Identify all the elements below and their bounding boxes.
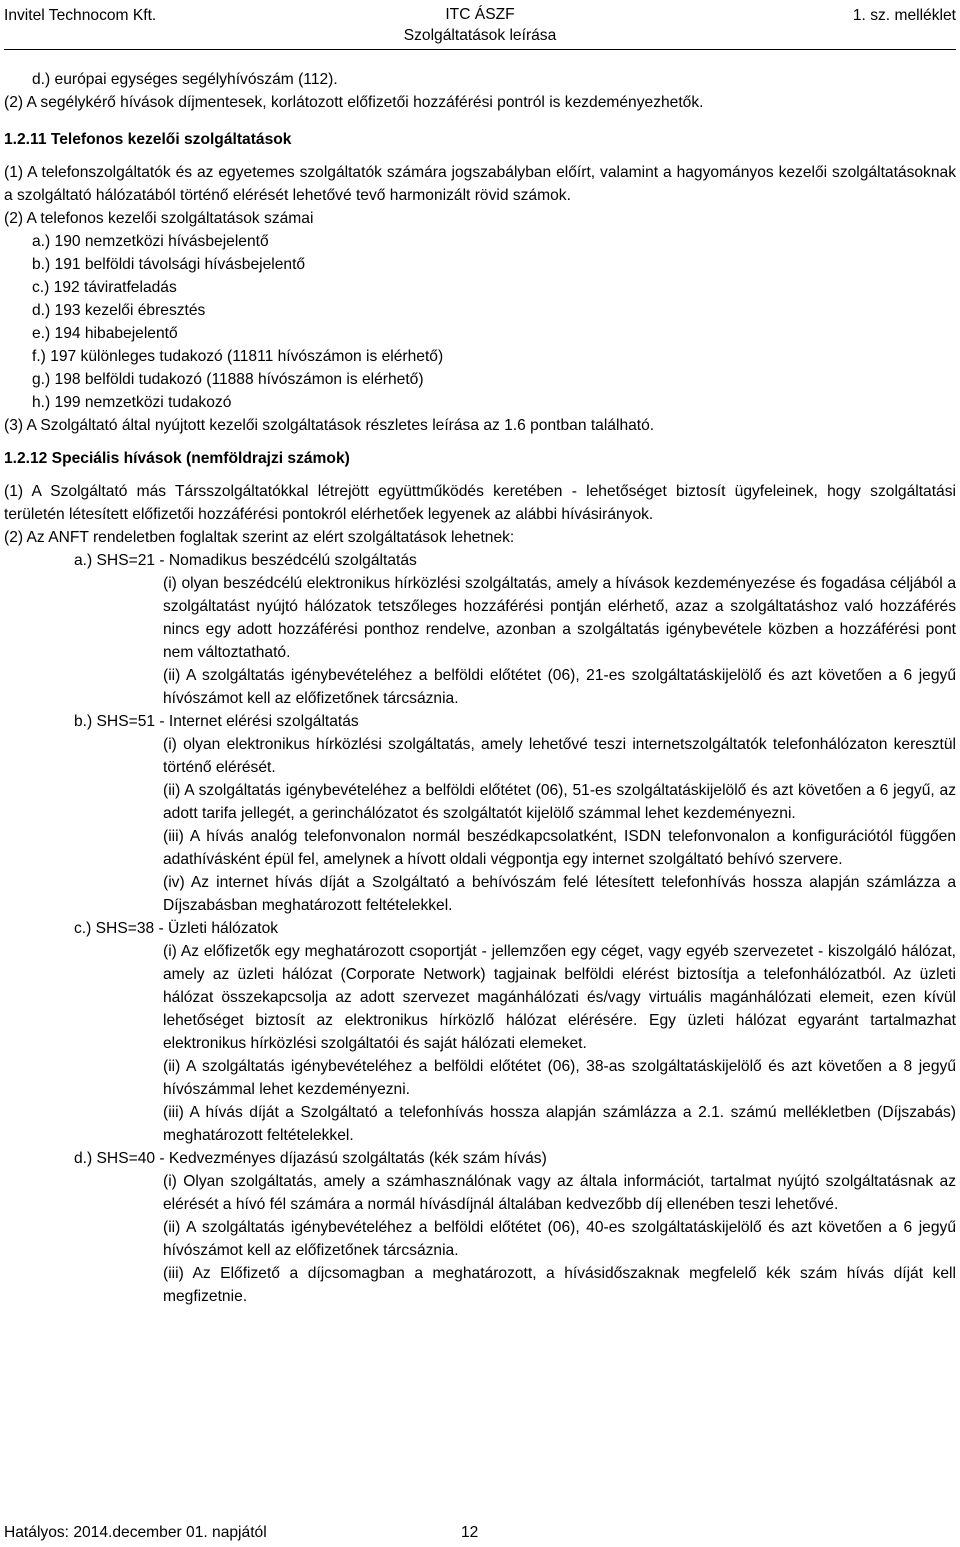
sub-paragraph: (iii) A hívás analóg telefonvonalon normál beszédkapcsolatként, ISDN telefonvonalon a konfigurációtól függően adathívásként épül fel, amelynek a hívott oldali végpontja egy internet szolgáltató behívó szervere. — [163, 828, 956, 868]
annex-label: 1. sz. melléklet — [852, 7, 956, 24]
sub-paragraph: (ii) A szolgáltatás igénybevételéhez a belföldi előtétet (06), 51-es szolgáltatáskijelölő és azt követően a 6 jegyű, az adott tarifa jellegét, a gerinchálózatot és szolgáltatót kijelölő számmal lehet kezdeményezni. — [163, 782, 956, 822]
list-item: e.) 194 hibabejelentő — [32, 325, 178, 342]
paragraph: (2) A telefonos kezelői szolgáltatások számai — [4, 210, 314, 227]
sub-paragraph: (ii) A szolgáltatás igénybevételéhez a belföldi előtétet (06), 38-as szolgáltatáskijelölő és azt követően a 8 jegyű hívószámmal lehet kezdeményezni. — [163, 1058, 956, 1098]
list-item: b.) 191 belföldi távolsági hívásbejelentő — [32, 256, 306, 273]
list-item: a.) 190 nemzetközi hívásbejelentő — [32, 233, 269, 250]
paragraph: (3) A Szolgáltató által nyújtott kezelői szolgáltatások részletes leírása az 1.6 pontban található. — [4, 417, 655, 434]
sub-paragraph: (i) olyan beszédcélú elektronikus hírközlési szolgáltatás, amely a hívások kezdeményezése és fogadása céljából a szolgáltatást nyújtó hálózatok tetszőleges hozzáférési pontján elérhető, azaz a szolgáltatáshoz való hozzáférés nincs egy adott hozzáférési ponthoz rendelve, azonban a szolgáltatás igénybevétele közben a hozzáférési pont nem változtatható. — [163, 575, 956, 661]
sub-paragraph: (i) Az előfizetők egy meghatározott csoportját - jellemzően egy céget, vagy egyéb szervezetet - kiszolgáló hálózat, amely az üzleti hálózat (Corporate Network) tagjainak belföldi elérést biztosítja a telefonhálózatból. Az üzleti hálózat összekapcsolja az adott szervezet magánhálózati és/vagy virtuális magánhálózati elemeit, ezen kívül lehetőséget biztosít az elektronikus hírközlő hálózat elérésére. Egy üzleti hálózat egyaránt tartalmazhat elektronikus hírközlési szolgáltatói és saját hálózati elemeket. — [163, 943, 956, 1052]
sub-paragraph: (ii) A szolgáltatás igénybevételéhez a belföldi előtétet (06), 21-es szolgáltatáskijelölő és azt követően a 6 jegyű hívószámot kell az előfizetőnek tárcsáznia. — [163, 667, 956, 707]
paragraph: (1) A Szolgáltató más Társszolgáltatókkal létrejött együttműködés keretében - lehetőséget biztosít ügyfeleinek, hogy szolgáltatási területén létesített előfizetői hozzáférési pontokról elérhetőek legyenek az alábbi hívásirányok. — [4, 483, 956, 523]
sub-paragraph: (i) olyan elektronikus hírközlési szolgáltatás, amely lehetővé teszi internetszolgáltatók telefonhálózaton keresztül történő elérését. — [163, 736, 956, 776]
header-divider — [4, 49, 956, 50]
sub-paragraph: (i) Olyan szolgáltatás, amely a számhasználónak vagy az általa információt, tartalmat nyújtó szolgáltatásnak az elérését a hívó fél számára a normál hívásdíjnál általában kedvezőbb díj ellenében teszi lehetővé. — [163, 1173, 956, 1213]
section-heading: 1.2.12 Speciális hívások (nemföldrajzi számok) — [4, 450, 350, 467]
list-item: f.) 197 különleges tudakozó (11811 hívószámon is elérhető) — [32, 348, 444, 365]
page-header — [0, 0, 960, 48]
document-code: ITC ÁSZF — [445, 6, 515, 23]
section-heading: 1.2.11 Telefonos kezelői szolgáltatások — [4, 131, 292, 148]
page-number: 12 — [461, 1524, 479, 1541]
sub-paragraph: (iii) Az Előfizető a díjcsomagban a meghatározott, a hívásidőszaknak megfelelő kék szám hívás díját kell megfizetnie. — [163, 1265, 956, 1305]
paragraph: (1) A telefonszolgáltatók és az egyetemes szolgáltatók számára jogszabályban előírt, valamint a hagyományos kezelői szolgáltatásoknak a szolgáltató hálózatából történő elérését lehetővé tevő harmonizált rövid számok. — [4, 164, 956, 204]
list-item: a.) SHS=21 - Nomadikus beszédcélú szolgáltatás — [74, 552, 417, 569]
list-item: c.) SHS=38 - Üzleti hálózatok — [74, 920, 279, 937]
paragraph: (2) Az ANFT rendeletben foglaltak szerint az elért szolgáltatások lehetnek: — [4, 529, 515, 546]
list-item: g.) 198 belföldi tudakozó (11888 hívószámon is elérhető) — [32, 371, 424, 388]
sub-paragraph: (iv) Az internet hívás díját a Szolgáltató a behívószám felé létesített telefonhívás hossza alapján számlázza a Díjszabásban meghatározott feltételekkel. — [163, 874, 956, 914]
sub-paragraph: (ii) A szolgáltatás igénybevételéhez a belföldi előtétet (06), 40-es szolgáltatáskijelölő és azt követően a 6 jegyű hívószámot kell az előfizetőnek tárcsáznia. — [163, 1219, 956, 1259]
list-item: c.) 192 táviratfeladás — [32, 279, 177, 296]
list-item: d.) SHS=40 - Kedvezményes díjazású szolgáltatás (kék szám hívás) — [74, 1150, 547, 1167]
validity-date: Hatályos: 2014.december 01. napjától — [4, 1524, 267, 1541]
header-center — [0, 4, 960, 46]
company-name: Invitel Technocom Kft. — [4, 7, 157, 24]
paragraph: (2) A segélykérő hívások díjmentesek, korlátozott előfizetői hozzáférési pontról is kezdeményezhetők. — [4, 94, 704, 111]
list-item: b.) SHS=51 - Internet elérési szolgáltatás — [74, 713, 359, 730]
list-item: h.) 199 nemzetközi tudakozó — [32, 394, 232, 411]
list-item: d.) 193 kezelői ébresztés — [32, 302, 206, 319]
sub-paragraph: (iii) A hívás díját a Szolgáltató a telefonhívás hossza alapján számlázza a 2.1. számú mellékletben (Díjszabás) meghatározott feltételekkel. — [163, 1104, 956, 1144]
list-item: d.) európai egységes segélyhívószám (112). — [32, 71, 338, 88]
document-title: Szolgáltatások leírása — [403, 27, 557, 44]
document-body — [4, 68, 956, 1308]
